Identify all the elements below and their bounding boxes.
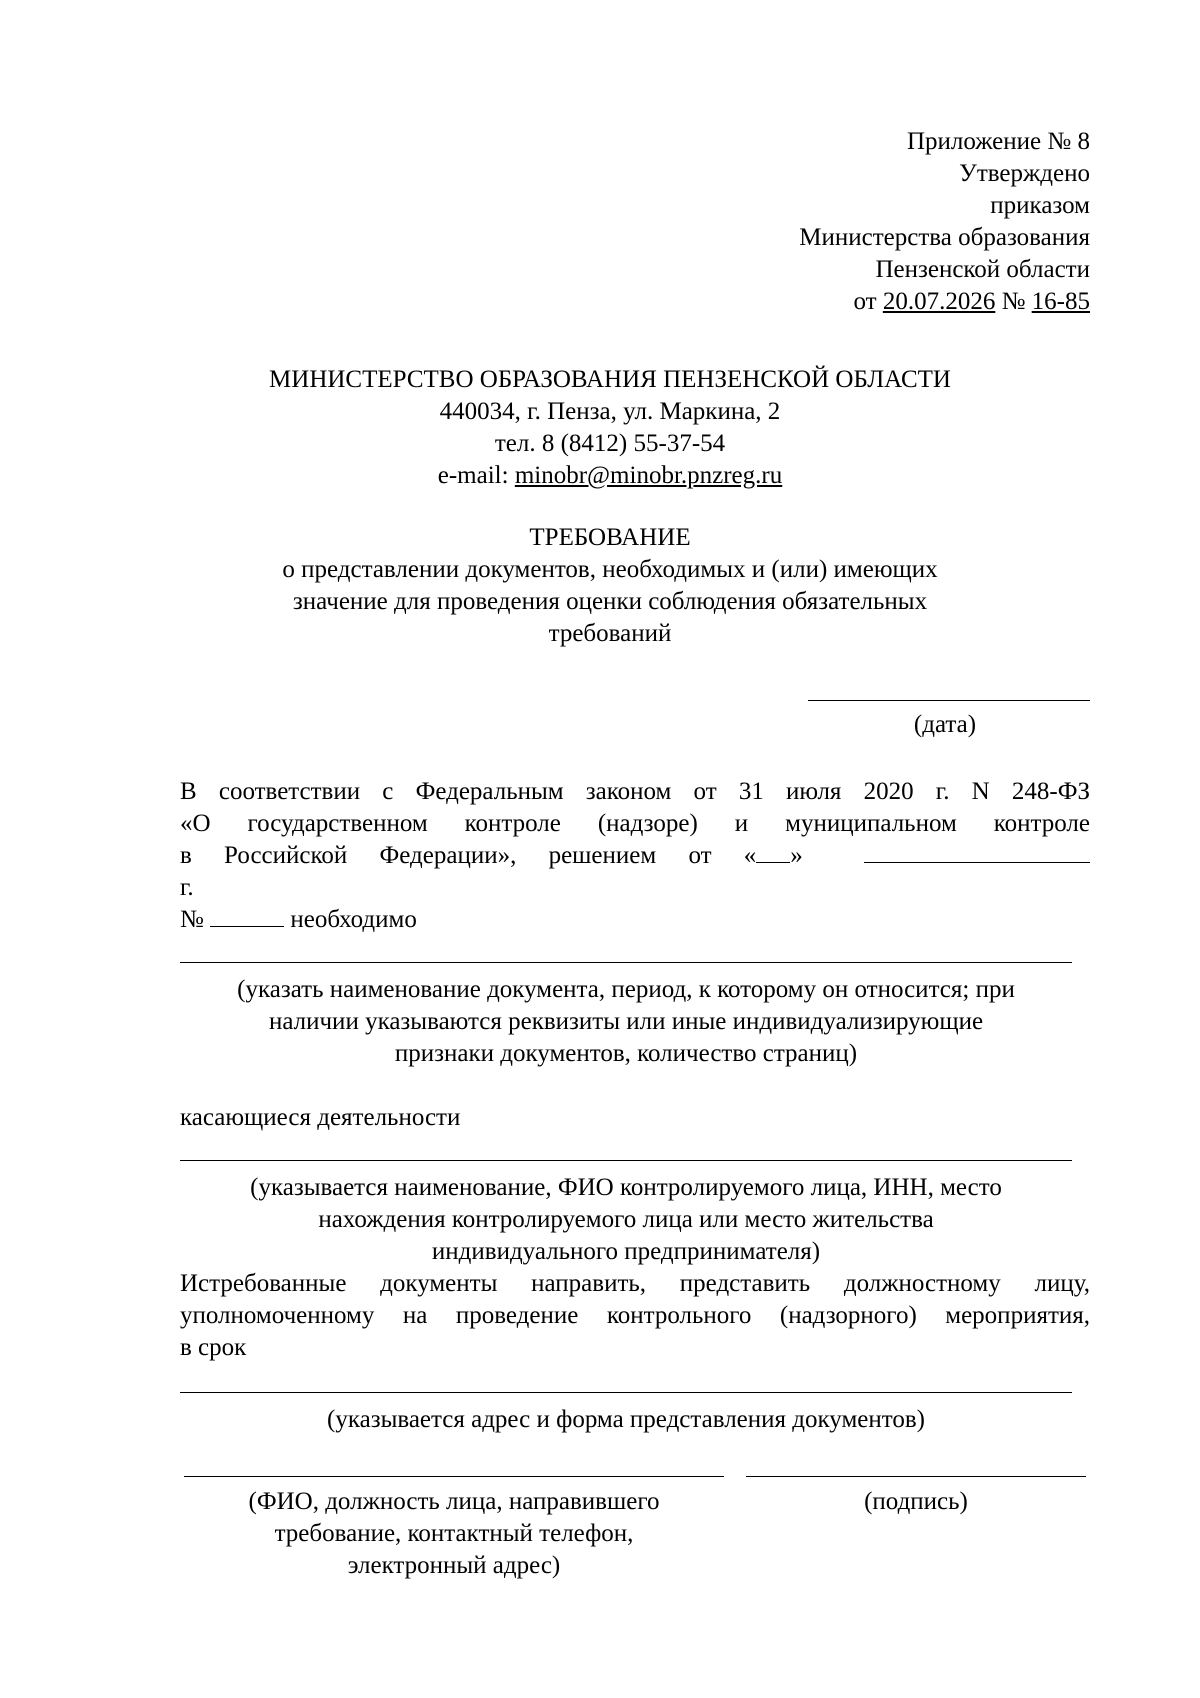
approved-label: Утверждено: [959, 160, 1090, 187]
order-number: 16-85: [1031, 288, 1090, 315]
order-date-number: от 20.07.2026 № 16-85: [853, 288, 1090, 315]
legal-line-4: г.: [180, 874, 194, 901]
document-title: ТРЕБОВАНИЕ: [529, 524, 691, 551]
org-address: 440034, г. Пенза, ул. Маркина, 2: [439, 398, 781, 425]
legal-line-1: В соответствии с Федеральным законом от 31 июля 2020 г. N 248-ФЗ: [180, 778, 1090, 805]
document-subtitle-1: о представлении документов, необходимых и (или) имеющих: [282, 556, 938, 583]
legal-line-3: в Российской Федерации», решением от « »: [180, 840, 1090, 872]
date-label: (дата): [913, 711, 977, 738]
appendix-number: Приложение № 8: [906, 128, 1090, 155]
documents-hint: (указать наименование документа, период, к которому он относится; при наличии указываются реквизиты или иные индивидуализирующие признаки документов, количество страниц): [237, 976, 1015, 1067]
document-title-block: [180, 522, 1040, 650]
org-phone: тел. 8 (8412) 55-37-54: [494, 430, 726, 457]
paragraph-legal-basis: [180, 776, 1090, 936]
official-name-hint: (ФИО, должность лица, направившего требование, контактный телефон, электронный адрес): [248, 1488, 660, 1579]
controlled-person-blank-line: [180, 1160, 1072, 1161]
order-label: приказом: [990, 192, 1090, 219]
decision-day-blank: [756, 840, 790, 863]
region-label: Пензенской области: [875, 256, 1090, 283]
decision-month-year-blank: [864, 840, 1090, 863]
date-blank: [808, 680, 1090, 701]
date-field: [800, 680, 1090, 741]
legal-line-5: № необходимо: [180, 906, 417, 933]
paragraph-submission: Истребованные документы направить, представить должностному лицу, уполномоченному на проведение контрольного (надзорного) мероприятия, в срок: [180, 1270, 1090, 1361]
org-email-link[interactable]: minobr@minobr.pnzreg.ru: [514, 462, 783, 489]
documents-blank-line: [180, 962, 1072, 963]
signature-blank-line: [746, 1476, 1086, 1477]
deadline-blank-line: [180, 1392, 1072, 1393]
deadline-hint: (указывается адрес и форма представления документов): [327, 1406, 925, 1433]
official-name-blank-line: [184, 1476, 724, 1477]
legal-line-2: «О государственном контроле (надзоре) и муниципальном контроле: [180, 810, 1090, 837]
approval-stamp: [799, 126, 1090, 318]
document-subtitle-2: значение для проведения оценки соблюдения обязательных: [292, 588, 928, 615]
org-email-row: e-mail: minobr@minobr.pnzreg.ru: [437, 462, 783, 489]
signature-hint: (подпись): [864, 1488, 968, 1515]
paragraph-activity: касающиеся деятельности: [180, 1104, 461, 1131]
org-name: МИНИСТЕРСТВО ОБРАЗОВАНИЯ ПЕНЗЕНСКОЙ ОБЛАСТИ: [269, 366, 951, 393]
ministry-label: Министерства образования: [799, 224, 1090, 251]
document-subtitle-3: требований: [548, 620, 672, 647]
organization-header: [180, 364, 1040, 492]
order-date: 20.07.2026: [882, 288, 996, 315]
controlled-person-hint: (указывается наименование, ФИО контролируемого лица, ИНН, место нахождения контролируемого лица или место жительства индивидуального предпринимателя): [250, 1174, 1002, 1265]
decision-number-blank: [210, 904, 284, 927]
